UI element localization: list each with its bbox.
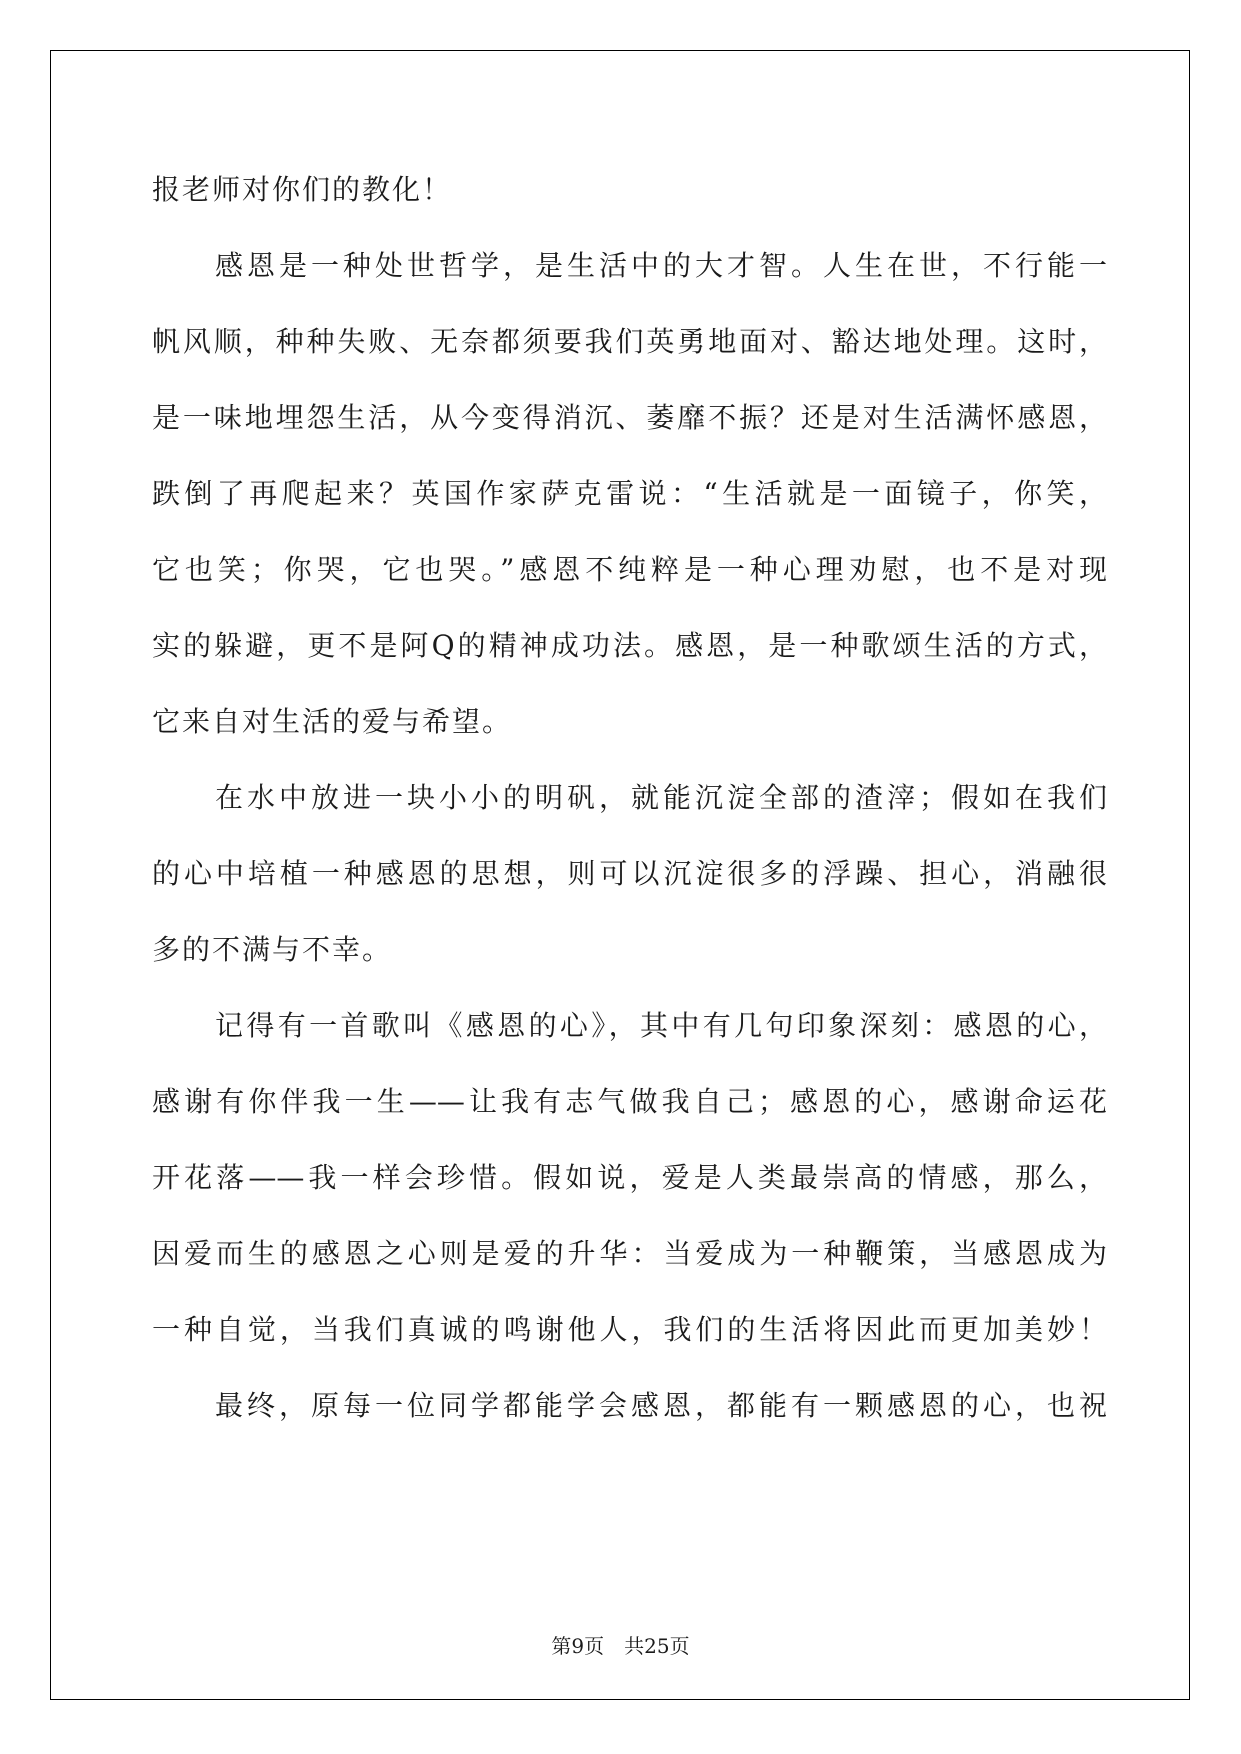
text-line-8: 它来自对生活的爱与希望。 (152, 705, 513, 738)
text-line-15: 因爱而生的感恩之心则是爱的升华：当爱成为一种鞭策，当感恩成为 (152, 1237, 1107, 1270)
page-number: 第9页 (551, 1634, 605, 1658)
text-line-13: 感谢有你伴我一生——让我有志气做我自己；感恩的心，感谢命运花 (152, 1085, 1107, 1118)
text-line-9: 在水中放进一块小小的明矾，就能沉淀全部的渣滓；假如在我们 (215, 781, 1107, 814)
page-footer (0, 1632, 1241, 1660)
text-line-16: 一种自觉，当我们真诚的鸣谢他人，我们的生活将因此而更加美妙！ (152, 1313, 1107, 1346)
text-line-5: 跌倒了再爬起来？英国作家萨克雷说：“生活就是一面镜子，你笑， (152, 477, 1107, 510)
text-line-7: 实的躲避，更不是阿Q的精神成功法。感恩，是一种歌颂生活的方式， (152, 629, 1107, 662)
text-line-4: 是一味地埋怨生活，从今变得消沉、萎靡不振？还是对生活满怀感恩， (152, 401, 1107, 434)
text-line-2: 感恩是一种处世哲学，是生活中的大才智。人生在世，不行能一 (215, 249, 1107, 282)
text-line-1: 报老师对你们的教化！ (152, 173, 453, 206)
text-line-10: 的心中培植一种感恩的思想，则可以沉淀很多的浮躁、担心，消融很 (152, 857, 1107, 890)
text-line-6: 它也笑；你哭，它也哭。”感恩不纯粹是一种心理劝慰，也不是对现 (152, 553, 1107, 586)
text-line-3: 帆风顺，种种失败、无奈都须要我们英勇地面对、豁达地处理。这时， (152, 325, 1107, 358)
text-line-14: 开花落——我一样会珍惜。假如说，爱是人类最崇高的情感，那么， (152, 1161, 1107, 1194)
text-line-12: 记得有一首歌叫《感恩的心》，其中有几句印象深刻：感恩的心， (215, 1009, 1107, 1042)
text-line-11: 多的不满与不幸。 (152, 933, 393, 966)
text-line-17: 最终，原每一位同学都能学会感恩，都能有一颗感恩的心，也祝 (215, 1389, 1107, 1422)
page-total: 共25页 (624, 1634, 690, 1658)
